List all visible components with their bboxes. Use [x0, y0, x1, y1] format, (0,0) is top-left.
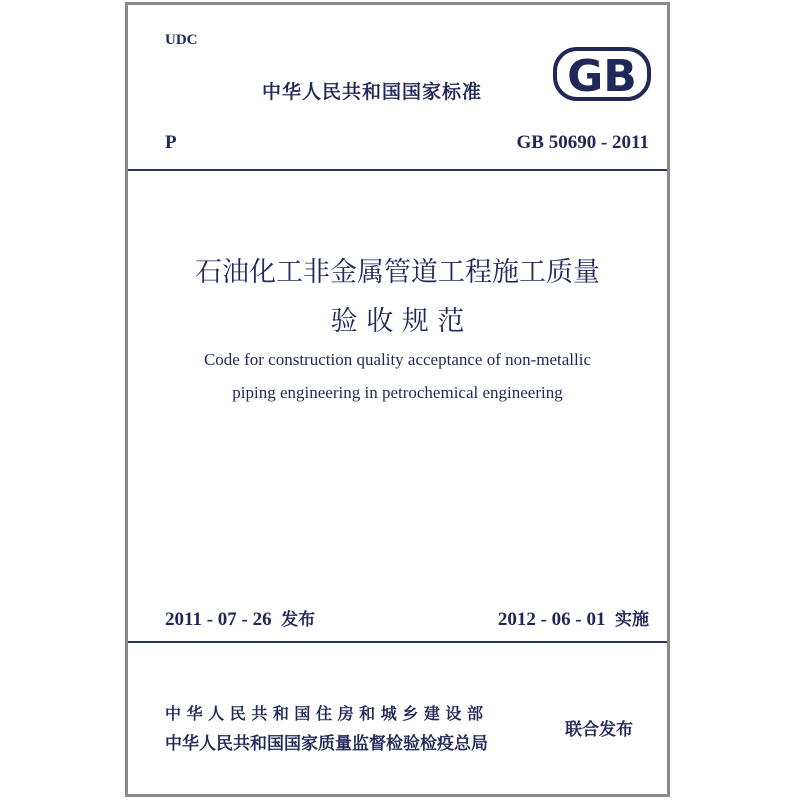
issuer-line1: 中 华 人 民 共 和 国 住 房 和 城 乡 建 设 部 — [165, 704, 483, 723]
issuer-line2: 中华人民共和国国家质量监督检验检疫总局 — [165, 734, 488, 754]
book-cover — [125, 2, 670, 797]
svg-text:GB: GB — [567, 51, 637, 101]
effective-date-block — [498, 605, 649, 631]
issue-date-block — [165, 605, 315, 631]
joint-issue-label: 联合发布 — [565, 720, 633, 740]
standard-type: 中华人民共和国国家标准 — [262, 81, 483, 103]
effective-date: 2012 - 06 - 01 — [497, 609, 606, 630]
classification: P — [165, 132, 177, 153]
gb-logo — [553, 47, 651, 101]
udc-label: UDC — [165, 32, 198, 48]
issue-date: 2011 - 07 - 26 — [165, 609, 272, 630]
standard-number: GB 50690 - 2011 — [516, 132, 649, 153]
title-en-line1: Code for construction quality acceptance of non-metallic — [203, 350, 592, 369]
title-en-line2: piping engineering in petrochemical engineering — [232, 383, 563, 402]
top-divider — [128, 169, 667, 171]
title-zh-line1: 石油化工非金属管道工程施工质量 — [195, 257, 600, 288]
title-zh-line2: 验 收 规 范 — [330, 306, 465, 337]
issue-label: 发布 — [281, 610, 316, 630]
effective-label: 实施 — [615, 610, 649, 630]
bottom-divider — [128, 641, 667, 643]
